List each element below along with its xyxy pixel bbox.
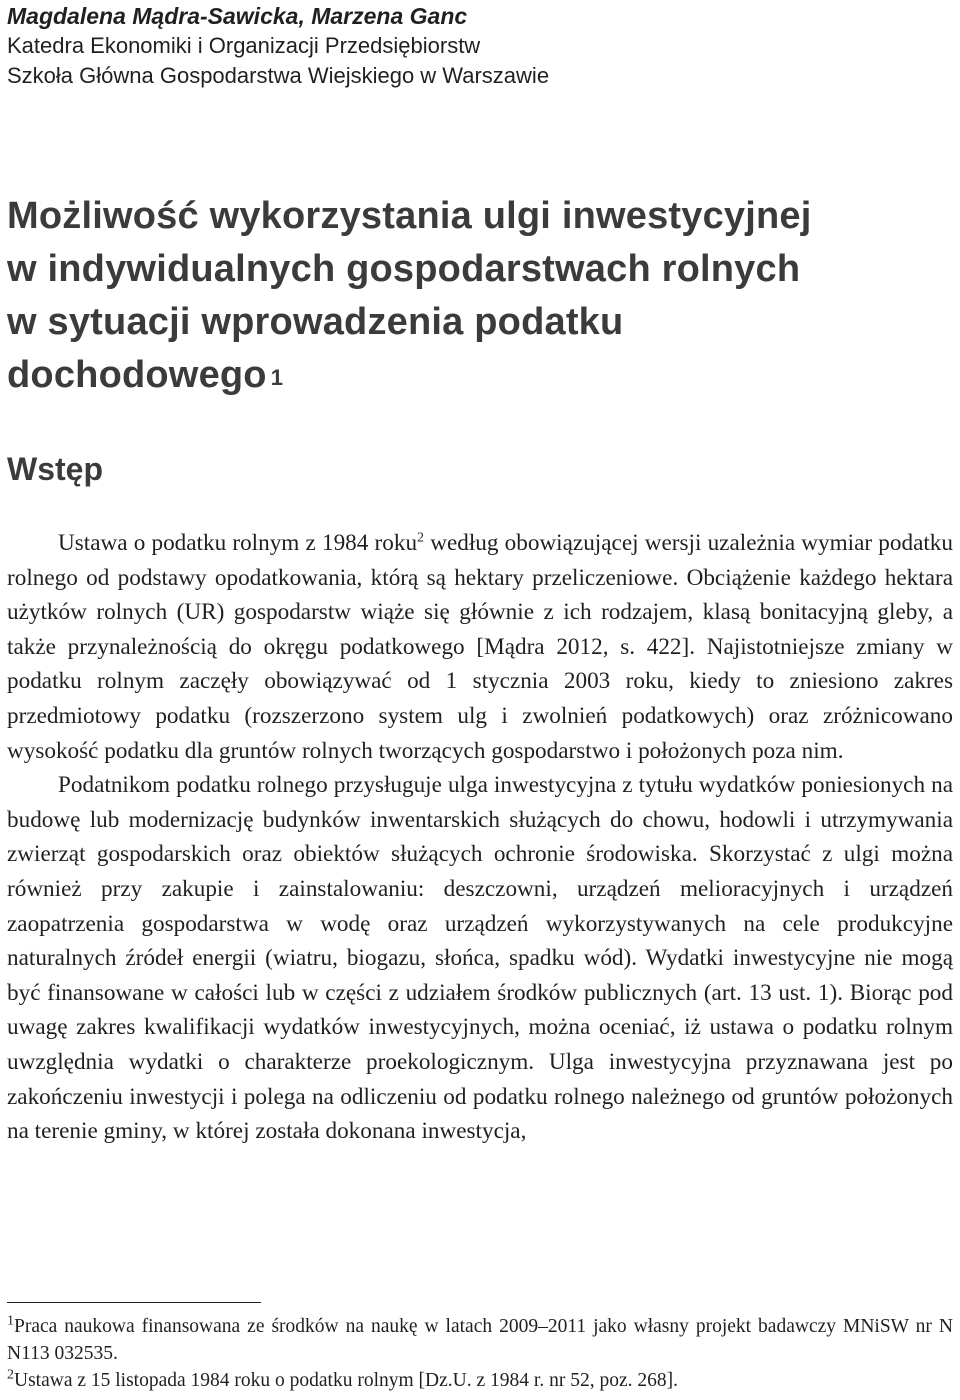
footnote-1-mark: 1 bbox=[7, 1313, 14, 1329]
article-title bbox=[7, 190, 953, 402]
header-block bbox=[7, 0, 953, 91]
title-line-1: Możliwość wykorzystania ulgi inwestycyjnej bbox=[7, 195, 812, 237]
title-line-4 bbox=[7, 349, 953, 402]
paragraph-2: Podatnikom podatku rolnego przysługuje ulga inwestycyjna z tytułu wydatków poniesionych na budowę lub modernizację budynków inwentarskich służących do chowu, hodowli i utrzymywania zwierząt gospodarskich oraz obiektów służących ochronie środowiska. Skorzystać z ulgi można również przy zakupie i zainstalowaniu: deszczowni, urządzeń melioracyjnych i urządzeń zaopatrzenia gospodarstwa w wodę oraz urządzeń wykorzystywanych na cele produkcyjne naturalnych źródeł energii (wiatru, biogazu, słońca, spadku wód). Wydatki inwestycyjne nie mogą być finansowane w całości lub w części z udziałem środków publicznych (art. 13 ust. 1). Biorąc pod uwagę zakres kwalifikacji wydatków inwestycyjnych, można oceniać, iż ustawa o podatku rolnym uwzględnia wydatki o charakterze proekologicznym. Ulga inwestycyjna przyznawana jest po zakończeniu inwestycji i polega na odliczeniu od podatku rolnego należnego od gruntów położonych na terenie gminy, w której została dokonana inwestycja, bbox=[7, 772, 953, 1145]
footnote-2 bbox=[7, 1367, 953, 1394]
footnote-divider bbox=[7, 1302, 261, 1303]
title-line-3: w sytuacji wprowadzenia podatku bbox=[7, 301, 624, 343]
section-heading: Wstęp bbox=[7, 451, 103, 487]
footnotes bbox=[7, 1313, 953, 1394]
title-line-2: w indywidualnych gospodarstwach rolnych bbox=[7, 248, 801, 290]
paragraph-1-rest: według obowiązującej wersji uzależnia wymiar podatku rolnego od podstawy opodatkowania, którą są hektary przeliczeniowe. Obciążenie każdego hektara użytków rolnych (UR) gospodarstw wiąże się głównie z ich rodzajem, klasą bonitacyjną gleby, a także przynależnością do okręgu podatkowego [Mądra 2012, s. 422]. Najistotniejsze zmiany w podatku rolnym zaczęły obowiązywać od 1 stycznia 2003 roku, kiedy to zniesiono zakres przedmiotowy podatku (rozszerzono system ulg i zwolnień podatkowych) oraz zróżnicowano wysokość podatku dla gruntów rolnych tworzących gospodarstwo i położonych poza nim. bbox=[7, 530, 953, 764]
title-line-4-text: dochodowego bbox=[7, 354, 267, 396]
footnote-2-mark: 2 bbox=[7, 1367, 14, 1383]
university: Szkoła Główna Gospodarstwa Wiejskiego w Warszawie bbox=[7, 63, 550, 88]
footnote-1 bbox=[7, 1313, 953, 1367]
title-footnote-mark[interactable]: 1 bbox=[270, 365, 284, 390]
footnote-2-text: Ustawa z 15 listopada 1984 roku o podatku rolnym [Dz.U. z 1984 r. nr 52, poz. 268]. bbox=[14, 1370, 678, 1391]
footnote-1-text: Praca naukowa finansowana ze środków na naukę w latach 2009–2011 jako własny projekt badawczy MNiSW nr N N113 032535. bbox=[7, 1316, 953, 1364]
body-text bbox=[7, 526, 953, 1149]
paragraph-1-start: Ustawa o podatku rolnym z 1984 roku bbox=[58, 530, 418, 556]
department: Katedra Ekonomiki i Organizacji Przedsiębiorstw bbox=[7, 33, 481, 58]
paragraph-1 bbox=[7, 526, 953, 768]
author-names: Magdalena Mądra-Sawicka, Marzena Ganc bbox=[7, 3, 468, 29]
footnote-ref-2[interactable]: 2 bbox=[417, 530, 425, 546]
